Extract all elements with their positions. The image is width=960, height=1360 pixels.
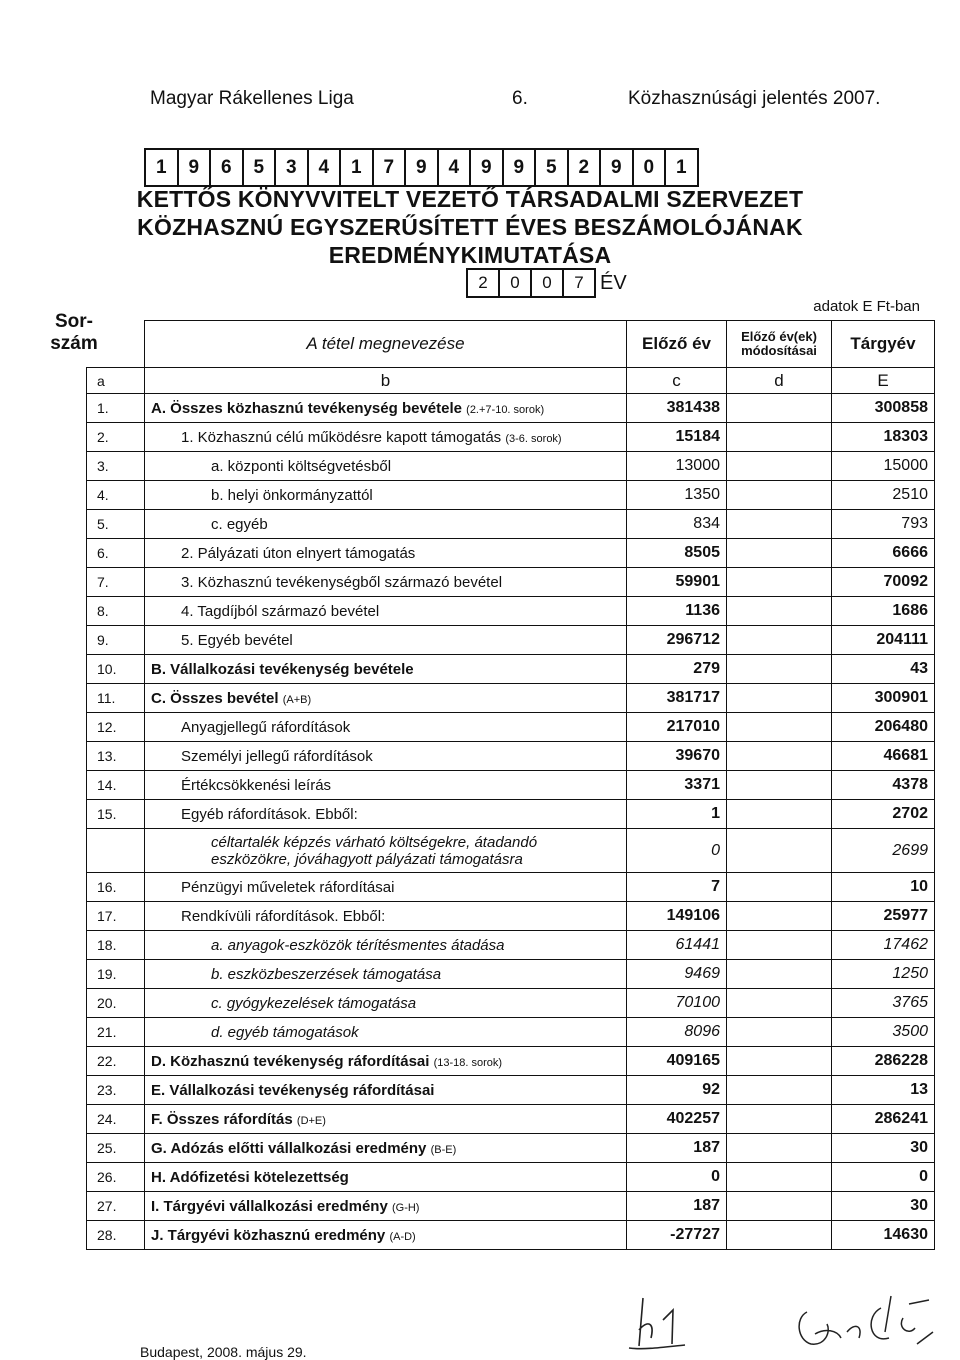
current-year-value: 1686: [832, 597, 935, 626]
prev-year-value: 1136: [627, 597, 727, 626]
prev-year-value: 0: [627, 829, 727, 873]
current-year-value: 286228: [832, 1047, 935, 1076]
item-name: d. egyéb támogatások: [211, 1023, 359, 1041]
modification-value: [727, 394, 832, 423]
row-number: 27.: [87, 1192, 145, 1221]
item-note: (D+E): [296, 1114, 326, 1127]
table-row: [87, 481, 935, 510]
tax-id-digit: 9: [404, 148, 439, 187]
prev-year-value: 8096: [627, 1018, 727, 1047]
prev-year-value: 834: [627, 510, 727, 539]
row-number: 24.: [87, 1105, 145, 1134]
current-year-value: 2510: [832, 481, 935, 510]
item-note: (B-E): [430, 1143, 457, 1156]
modification-value: [727, 684, 832, 713]
prev-year-value: 1350: [627, 481, 727, 510]
year-boxes: [466, 268, 627, 298]
row-number: 18.: [87, 931, 145, 960]
modification-value: [727, 452, 832, 481]
code-e: E: [832, 368, 935, 394]
item-note: (G-H): [391, 1201, 420, 1214]
table-row: [87, 597, 935, 626]
row-number: 4.: [87, 481, 145, 510]
tax-id-digit: 4: [437, 148, 472, 187]
prev-year-value: 7: [627, 873, 727, 902]
income-statement-table: [86, 320, 935, 1250]
table-row: [87, 713, 935, 742]
doc-title-line-1: KETTŐS KÖNYVVITELT VEZETŐ TÁRSADALMI SZERVEZET: [136, 186, 804, 212]
row-number: [87, 829, 145, 873]
row-number: 20.: [87, 989, 145, 1018]
current-year-value: 206480: [832, 713, 935, 742]
prev-year-value: 217010: [627, 713, 727, 742]
item-name: B. Vállalkozási tevékenység bevétele: [151, 660, 414, 678]
tax-id-digit: 1: [144, 148, 179, 187]
year-digit: 0: [530, 268, 564, 298]
row-number: 13.: [87, 742, 145, 771]
current-year-value: 2699: [832, 829, 935, 873]
table-row: [87, 539, 935, 568]
table-row: [87, 1163, 935, 1192]
item-name: Egyéb ráfordítások. Ebből:: [181, 805, 358, 823]
tax-id-digit: 1: [339, 148, 374, 187]
item-name: Rendkívüli ráfordítások. Ebből:: [181, 907, 386, 925]
item-note: (2.+7-10. sorok): [466, 403, 545, 416]
modification-value: [727, 771, 832, 800]
current-year-value: 43: [832, 655, 935, 684]
current-year-value: 1250: [832, 960, 935, 989]
tax-id-digit: 4: [307, 148, 342, 187]
table-row: [87, 423, 935, 452]
modification-column-header: Előző év(ek) módosításai: [727, 321, 832, 368]
modification-value: [727, 626, 832, 655]
item-name: céltartalék képzés várható költségekre, átadandó: [211, 833, 538, 851]
current-year-value: 14630: [832, 1221, 935, 1250]
current-year-value: 17462: [832, 931, 935, 960]
item-name: E. Vállalkozási tevékenység ráfordításai: [151, 1081, 435, 1099]
item-name-cell: [145, 742, 627, 771]
item-name-cell: [145, 423, 627, 452]
table-row: [87, 1221, 935, 1250]
table-row: [87, 394, 935, 423]
item-name: J. Tárgyévi közhasznú eredmény: [151, 1226, 386, 1244]
item-name-cell: [145, 597, 627, 626]
item-name-cell: [145, 1047, 627, 1076]
item-name-cell: [145, 931, 627, 960]
current-year-value: 204111: [832, 626, 935, 655]
current-year-value: 15000: [832, 452, 935, 481]
item-name: c. gyógykezelések támogatása: [211, 994, 417, 1012]
name-column-header: A tétel megnevezése: [145, 321, 627, 368]
doc-title-line-3: EREDMÉNYKIMUTATÁSA: [328, 242, 612, 268]
modification-value: [727, 742, 832, 771]
row-number: 12.: [87, 713, 145, 742]
modification-value: [727, 989, 832, 1018]
sorszam-label: Sor- szám: [50, 311, 98, 354]
current-year-value: 6666: [832, 539, 935, 568]
item-name: Értékcsökkenési leírás: [181, 776, 332, 794]
modification-value: [727, 568, 832, 597]
prev-year-value: 381438: [627, 394, 727, 423]
row-number: 23.: [87, 1076, 145, 1105]
prev-year-value: 39670: [627, 742, 727, 771]
item-name: b. helyi önkormányzattól: [211, 486, 373, 504]
item-name: a. anyagok-eszközök térítésmentes átadása: [211, 936, 505, 954]
units-note: adatok E Ft-ban: [813, 298, 920, 315]
item-name: Anyagjellegű ráfordítások: [181, 718, 351, 736]
item-name: G. Adózás előtti vállalkozási eredmény: [151, 1139, 427, 1157]
tax-id-digit: 9: [469, 148, 504, 187]
row-number: 7.: [87, 568, 145, 597]
item-name-cell: [145, 902, 627, 931]
current-year-value: 300901: [832, 684, 935, 713]
current-year-value: 4378: [832, 771, 935, 800]
item-name-cell: [145, 394, 627, 423]
item-name-cell: [145, 539, 627, 568]
row-number: 6.: [87, 539, 145, 568]
modification-value: [727, 873, 832, 902]
table-row: [87, 960, 935, 989]
row-number: 11.: [87, 684, 145, 713]
tax-id-digit: 5: [534, 148, 569, 187]
tax-id-digit: 1: [664, 148, 699, 187]
current-year-value: 2702: [832, 800, 935, 829]
modification-value: [727, 1192, 832, 1221]
item-name: I. Tárgyévi vállalkozási eredmény: [151, 1197, 388, 1215]
table-row: [87, 829, 935, 873]
modification-value: [727, 1076, 832, 1105]
row-number: 15.: [87, 800, 145, 829]
row-number: 1.: [87, 394, 145, 423]
prev-year-value: 187: [627, 1192, 727, 1221]
prev-year-value: 92: [627, 1076, 727, 1105]
modification-value: [727, 1018, 832, 1047]
item-name: D. Közhasznú tevékenység ráfordításai: [151, 1052, 430, 1070]
tax-id-digit: 0: [632, 148, 667, 187]
table-row: [87, 931, 935, 960]
table-row: [87, 989, 935, 1018]
prev-year-value: 402257: [627, 1105, 727, 1134]
prev-year-value: 149106: [627, 902, 727, 931]
tax-id-boxes: [144, 148, 697, 187]
item-name-cell: [145, 989, 627, 1018]
table-row: [87, 742, 935, 771]
prev-year-value: -27727: [627, 1221, 727, 1250]
code-b: b: [145, 368, 627, 394]
row-number: 8.: [87, 597, 145, 626]
table-row: [87, 1018, 935, 1047]
modification-value: [727, 1163, 832, 1192]
modification-value: [727, 1134, 832, 1163]
year-digit: 7: [562, 268, 596, 298]
item-name: A. Összes közhasznú tevékenység bevétele: [151, 399, 462, 417]
prev-year-value: 61441: [627, 931, 727, 960]
year-suffix: ÉV: [600, 271, 627, 294]
table-row: [87, 1134, 935, 1163]
tax-id-digit: 9: [177, 148, 212, 187]
current-year-value: 300858: [832, 394, 935, 423]
prev-year-value: 3371: [627, 771, 727, 800]
row-number: 9.: [87, 626, 145, 655]
table-row: [87, 1047, 935, 1076]
table-row: [87, 452, 935, 481]
table-row: [87, 626, 935, 655]
table-row: [87, 510, 935, 539]
table-row: [87, 873, 935, 902]
item-name-cell: [145, 1105, 627, 1134]
prev-year-value: 409165: [627, 1047, 727, 1076]
prev-year-value: 8505: [627, 539, 727, 568]
row-number: 19.: [87, 960, 145, 989]
row-number: 10.: [87, 655, 145, 684]
table-row: [87, 800, 935, 829]
code-d: d: [727, 368, 832, 394]
row-number: 28.: [87, 1221, 145, 1250]
table-row: [87, 655, 935, 684]
modification-value: [727, 800, 832, 829]
year-digit: 0: [498, 268, 532, 298]
item-name-cell: [145, 510, 627, 539]
row-number: 25.: [87, 1134, 145, 1163]
item-name: b. eszközbeszerzések támogatása: [211, 965, 442, 983]
table-row: [87, 1076, 935, 1105]
item-name-cell: [145, 829, 627, 873]
item-name-cell: [145, 1076, 627, 1105]
item-name: Személyi jellegű ráfordítások: [181, 747, 373, 765]
item-name-cell: [145, 713, 627, 742]
modification-value: [727, 597, 832, 626]
table-row: [87, 1105, 935, 1134]
prev-year-value: 381717: [627, 684, 727, 713]
modification-value: [727, 510, 832, 539]
modification-value: [727, 481, 832, 510]
table-row: [87, 771, 935, 800]
current-year-value: 30: [832, 1134, 935, 1163]
prev-year-value: 187: [627, 1134, 727, 1163]
row-number: 21.: [87, 1018, 145, 1047]
code-c: c: [627, 368, 727, 394]
current-year-value: 46681: [832, 742, 935, 771]
modification-value: [727, 829, 832, 873]
signature-1: [625, 1290, 700, 1352]
column-code-row: [87, 368, 935, 394]
page-number: 6.: [512, 88, 528, 109]
item-name-cell: [145, 1163, 627, 1192]
current-year-value: 13: [832, 1076, 935, 1105]
organization-name: Magyar Rákellenes Liga: [150, 88, 354, 109]
item-name: 4. Tagdíjból származó bevétel: [181, 602, 380, 620]
item-name-cell: [145, 626, 627, 655]
prev-year-value: 70100: [627, 989, 727, 1018]
modification-value: [727, 423, 832, 452]
table-row: [87, 1192, 935, 1221]
row-number: 3.: [87, 452, 145, 481]
tax-id-digit: 5: [242, 148, 277, 187]
modification-value: [727, 902, 832, 931]
item-name: c. egyéb: [211, 515, 268, 533]
item-name-cell: [145, 1134, 627, 1163]
item-name-cell: [145, 452, 627, 481]
row-number: 5.: [87, 510, 145, 539]
current-year-value: 70092: [832, 568, 935, 597]
item-name: 1. Közhasznú célú működésre kapott támogatás: [181, 428, 502, 446]
prev-year-column-header: Előző év: [627, 321, 727, 368]
row-number: 14.: [87, 771, 145, 800]
item-note: (3-6. sorok): [505, 432, 562, 445]
current-year-value: 0: [832, 1163, 935, 1192]
current-year-value: 793: [832, 510, 935, 539]
tax-id-digit: 6: [209, 148, 244, 187]
tax-id-digit: 9: [502, 148, 537, 187]
table-row: [87, 684, 935, 713]
item-note: (A+B): [282, 693, 312, 706]
item-name: 3. Közhasznú tevékenységből származó bevétel: [181, 573, 503, 591]
prev-year-value: 59901: [627, 568, 727, 597]
item-name-cell: [145, 1018, 627, 1047]
signature-2: [785, 1288, 935, 1354]
place-and-date: Budapest, 2008. május 29.: [140, 1344, 307, 1360]
prev-year-value: 15184: [627, 423, 727, 452]
item-note: (A-D): [389, 1230, 416, 1243]
item-name: a. központi költségvetésből: [211, 457, 392, 475]
item-name-cell: [145, 873, 627, 902]
prev-year-value: 279: [627, 655, 727, 684]
modification-value: [727, 713, 832, 742]
item-name: C. Összes bevétel: [151, 689, 279, 707]
current-year-value: 18303: [832, 423, 935, 452]
tax-id-digit: 3: [274, 148, 309, 187]
item-name-continued: eszközökre, jóváhagyott pályázati támogatásra: [211, 850, 523, 868]
report-title: Közhasznúsági jelentés 2007.: [628, 88, 881, 109]
table-row: [87, 902, 935, 931]
column-header-row: [87, 321, 935, 368]
current-year-value: 25977: [832, 902, 935, 931]
prev-year-value: 1: [627, 800, 727, 829]
item-name-cell: [145, 481, 627, 510]
prev-year-value: 296712: [627, 626, 727, 655]
tax-id-digit: 2: [567, 148, 602, 187]
current-year-value: 30: [832, 1192, 935, 1221]
item-name: 2. Pályázati úton elnyert támogatás: [181, 544, 416, 562]
item-name-cell: [145, 684, 627, 713]
modification-value: [727, 655, 832, 684]
row-number: 2.: [87, 423, 145, 452]
prev-year-value: 9469: [627, 960, 727, 989]
modification-value: [727, 960, 832, 989]
item-name-cell: [145, 1221, 627, 1250]
tax-id-digit: 9: [599, 148, 634, 187]
item-name: H. Adófizetési kötelezettség: [151, 1168, 349, 1186]
row-number: 22.: [87, 1047, 145, 1076]
row-number: 16.: [87, 873, 145, 902]
tax-id-digit: 7: [372, 148, 407, 187]
modification-value: [727, 1221, 832, 1250]
item-name-cell: [145, 800, 627, 829]
row-number: 17.: [87, 902, 145, 931]
current-year-column-header: Tárgyév: [832, 321, 935, 368]
item-name-cell: [145, 771, 627, 800]
current-year-value: 10: [832, 873, 935, 902]
item-name: F. Összes ráfordítás: [151, 1110, 293, 1128]
modification-value: [727, 1047, 832, 1076]
modification-value: [727, 1105, 832, 1134]
prev-year-value: 13000: [627, 452, 727, 481]
item-name-cell: [145, 1192, 627, 1221]
doc-title-line-2: KÖZHASZNÚ EGYSZERŰSÍTETT ÉVES BESZÁMOLÓJÁNAK: [137, 214, 803, 240]
current-year-value: 3500: [832, 1018, 935, 1047]
row-number: 26.: [87, 1163, 145, 1192]
item-name: Pénzügyi műveletek ráfordításai: [181, 878, 395, 896]
item-name-cell: [145, 960, 627, 989]
current-year-value: 286241: [832, 1105, 935, 1134]
item-name: 5. Egyéb bevétel: [181, 631, 293, 649]
table-row: [87, 568, 935, 597]
year-digit: 2: [466, 268, 500, 298]
item-name-cell: [145, 568, 627, 597]
prev-year-value: 0: [627, 1163, 727, 1192]
item-note: (13-18. sorok): [433, 1056, 503, 1069]
modification-value: [727, 539, 832, 568]
code-a: a: [87, 368, 145, 394]
item-name-cell: [145, 655, 627, 684]
modification-value: [727, 931, 832, 960]
current-year-value: 3765: [832, 989, 935, 1018]
